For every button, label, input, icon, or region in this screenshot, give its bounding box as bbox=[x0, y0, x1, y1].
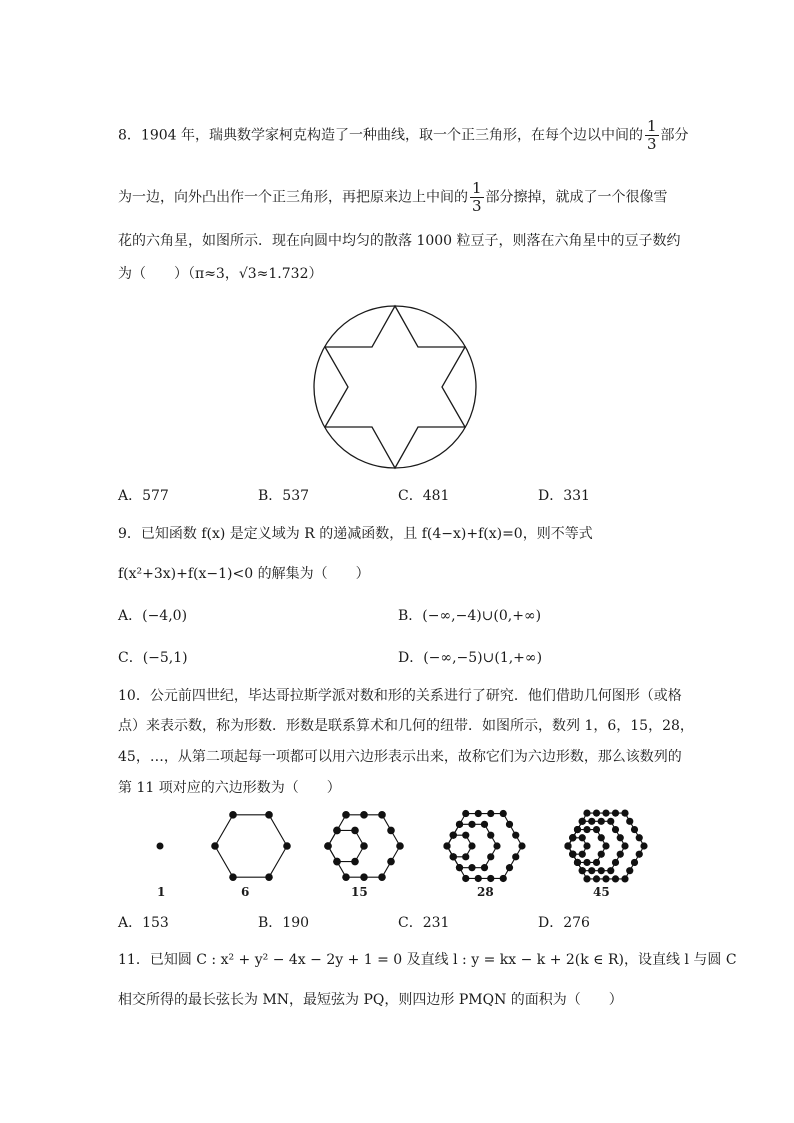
hex-dot bbox=[602, 875, 609, 882]
hex-dot bbox=[579, 834, 586, 841]
hex-figure-2 bbox=[211, 811, 291, 881]
q10-line2: 点）来表示数，称为形数．形数是联系算术和几何的纽带．如图所示，数列 1，6，15，28， bbox=[118, 718, 694, 734]
hex-label-15: 15 bbox=[351, 885, 368, 899]
q8-line1-text: 8．1904 年，瑞典数学家柯克构造了一种曲线，取一个正三角形，在每个边以中间的 bbox=[118, 127, 643, 144]
q9-option-a: A．(−4,0) bbox=[118, 608, 188, 624]
hex-dot bbox=[569, 834, 576, 841]
hex-dot bbox=[621, 842, 628, 849]
hex-dot bbox=[621, 875, 628, 882]
q8-option-a: A．577 bbox=[118, 488, 169, 504]
hex-dot bbox=[621, 809, 628, 816]
q9-option-b: B．(−∞,−4)∪(0,+∞) bbox=[398, 608, 542, 624]
hex-dot bbox=[607, 818, 614, 825]
hex-dot bbox=[506, 864, 513, 871]
hexagram-star bbox=[325, 306, 465, 468]
outer-circle bbox=[314, 306, 476, 468]
hex-dot bbox=[475, 810, 482, 817]
hex-dot bbox=[583, 809, 590, 816]
hex-dot bbox=[450, 832, 457, 839]
hex-dot bbox=[640, 842, 647, 849]
q9-line1: 9．已知函数 f(x) 是定义域为 R 的递减函数，且 f(4−x)+f(x)=0，则不等式 bbox=[118, 526, 593, 542]
hex-dot bbox=[456, 864, 463, 871]
hex-dot bbox=[574, 859, 581, 866]
hex-dot bbox=[481, 864, 488, 871]
hex-dot bbox=[500, 875, 507, 882]
hex-dot bbox=[475, 875, 482, 882]
q8-option-d: D．331 bbox=[538, 488, 590, 504]
hex-outline bbox=[215, 815, 287, 877]
hex-dot bbox=[229, 811, 237, 819]
q8-line3: 花的六角星，如图所示．现在向圆中均匀的散落 1000 粒豆子，则落在六角星中的豆子数约 bbox=[118, 233, 681, 249]
q10-option-a: A．153 bbox=[118, 915, 169, 931]
one-third-fraction: $\frac{1}{3}$ bbox=[646, 117, 657, 153]
q8-line1-tail: 部分 bbox=[660, 127, 689, 144]
hex-dot bbox=[456, 821, 463, 828]
hex-dot bbox=[360, 811, 368, 819]
hex-dot bbox=[583, 826, 590, 833]
hex-dot bbox=[462, 832, 469, 839]
hex-figure-4 bbox=[443, 810, 525, 882]
hex-dot bbox=[598, 834, 605, 841]
q8-option-c: C．481 bbox=[398, 488, 450, 504]
hex-dot bbox=[636, 834, 643, 841]
one-third-fraction-2: $\frac{1}{3}$ bbox=[472, 179, 482, 215]
q9-option-d: D．(−∞,−5)∪(1,+∞) bbox=[398, 650, 543, 666]
q11-line1: 11．已知圆 C : x² + y² − 4x − 2y + 1 = 0 及直线 l : y = kx − k + 2(k ∈ R)，设直线 l 与圆 C bbox=[118, 952, 737, 968]
hexagonal-numbers-figure bbox=[140, 808, 660, 904]
q11-line2: 相交所得的最长弦长为 MN，最短弦为 PQ，则四边形 PMQN 的面积为（ ） bbox=[118, 992, 623, 1008]
hex-figure-3 bbox=[324, 811, 404, 881]
hex-dot bbox=[351, 827, 359, 835]
hex-figure-5 bbox=[564, 809, 647, 882]
hex-dot bbox=[612, 875, 619, 882]
hex-dot bbox=[598, 867, 605, 874]
hex-dot bbox=[333, 858, 341, 866]
hex-label-45: 45 bbox=[593, 885, 610, 899]
hex-dot bbox=[626, 867, 633, 874]
q8-line4: 为（ ）（π≈3，√3≈1.732） bbox=[118, 266, 323, 282]
hex-dot bbox=[626, 818, 633, 825]
hex-label-1: 1 bbox=[157, 885, 166, 899]
hex-dot bbox=[583, 875, 590, 882]
hex-dot bbox=[378, 811, 386, 819]
q10-option-d: D．276 bbox=[538, 915, 590, 931]
hex-dot bbox=[579, 867, 586, 874]
hex-dot bbox=[462, 875, 469, 882]
hex-dot bbox=[593, 809, 600, 816]
hex-dot bbox=[583, 842, 590, 849]
hex-dot bbox=[493, 842, 500, 849]
q10-line1: 10．公元前四世纪，毕达哥拉斯学派对数和形的关系进行了研究．他们借助几何图形（或格 bbox=[118, 688, 682, 704]
hex-dot bbox=[588, 818, 595, 825]
hex-dot bbox=[487, 810, 494, 817]
hex-dot bbox=[462, 853, 469, 860]
hex-dot bbox=[333, 827, 341, 835]
q8-line2 bbox=[118, 180, 668, 215]
hex-dot bbox=[579, 818, 586, 825]
hex-dot bbox=[487, 875, 494, 882]
q10-option-b: B．190 bbox=[258, 915, 310, 931]
q8-line2-tail: 部分擦掉，就成了一个很像雪 bbox=[485, 189, 668, 206]
hex-dot bbox=[342, 811, 350, 819]
hex-dot bbox=[351, 858, 359, 866]
q8-line1 bbox=[118, 118, 689, 153]
hex-dot bbox=[396, 842, 404, 850]
hex-dot bbox=[468, 821, 475, 828]
hex-dot bbox=[443, 842, 450, 849]
hex-dot bbox=[360, 873, 368, 881]
q9-option-c: C．(−5,1) bbox=[118, 650, 188, 666]
q10-option-c: C．231 bbox=[398, 915, 450, 931]
hex-dot bbox=[574, 826, 581, 833]
hex-dot bbox=[342, 873, 350, 881]
hex-dot bbox=[598, 818, 605, 825]
hex-dot bbox=[617, 834, 624, 841]
hex-dot bbox=[378, 873, 386, 881]
hex-dot bbox=[593, 859, 600, 866]
hex-dot bbox=[229, 873, 237, 881]
hex-figure-1 bbox=[157, 843, 164, 850]
hex-dot bbox=[631, 826, 638, 833]
hex-dot bbox=[468, 864, 475, 871]
hex-dot bbox=[462, 810, 469, 817]
hex-dot bbox=[588, 867, 595, 874]
q9-line2: f(x²+3x)+f(x−1)<0 的解集为（ ） bbox=[118, 566, 370, 582]
hex-dot bbox=[593, 875, 600, 882]
hex-dot bbox=[579, 851, 586, 858]
hex-dot bbox=[612, 809, 619, 816]
hex-dot bbox=[487, 853, 494, 860]
hex-dot bbox=[564, 842, 571, 849]
hex-dot bbox=[265, 873, 273, 881]
hex-dot bbox=[360, 842, 368, 850]
hex-dot bbox=[324, 842, 332, 850]
hexagram-circle-figure bbox=[310, 302, 480, 472]
hex-dot bbox=[569, 851, 576, 858]
hex-label-28: 28 bbox=[477, 885, 494, 899]
hex-dot bbox=[602, 809, 609, 816]
hex-dot bbox=[387, 858, 395, 866]
hex-outline bbox=[328, 830, 364, 861]
q10-line3: 45，…，从第二项起每一项都可以用六边形表示出来，故称它们为六边形数，那么该数列的 bbox=[118, 749, 682, 765]
hex-dot bbox=[500, 810, 507, 817]
hex-dot bbox=[481, 821, 488, 828]
hex-dot bbox=[512, 832, 519, 839]
hex-dot bbox=[598, 851, 605, 858]
hex-dot bbox=[265, 811, 273, 819]
hex-dot bbox=[450, 853, 457, 860]
hex-dot bbox=[583, 859, 590, 866]
hex-dot bbox=[607, 867, 614, 874]
q10-line4: 第 11 项对应的六边形数为（ ） bbox=[118, 780, 341, 796]
hex-dot bbox=[506, 821, 513, 828]
hex-dot bbox=[468, 842, 475, 849]
hex-dot bbox=[612, 859, 619, 866]
hex-dot bbox=[636, 851, 643, 858]
hex-dot bbox=[602, 842, 609, 849]
hex-label-6: 6 bbox=[241, 885, 250, 899]
hex-dot bbox=[518, 842, 525, 849]
hex-dot bbox=[512, 853, 519, 860]
hex-dot bbox=[211, 842, 219, 850]
hex-dot bbox=[157, 843, 164, 850]
hex-dot bbox=[617, 851, 624, 858]
q8-line2-text: 为一边，向外凸出作一个正三角形，再把原来边上中间的 bbox=[118, 189, 468, 206]
q8-option-b: B．537 bbox=[258, 488, 310, 504]
hex-dot bbox=[387, 827, 395, 835]
hex-dot bbox=[283, 842, 291, 850]
hex-dot bbox=[612, 826, 619, 833]
hex-dot bbox=[631, 859, 638, 866]
hex-dot bbox=[593, 826, 600, 833]
hex-dot bbox=[487, 832, 494, 839]
